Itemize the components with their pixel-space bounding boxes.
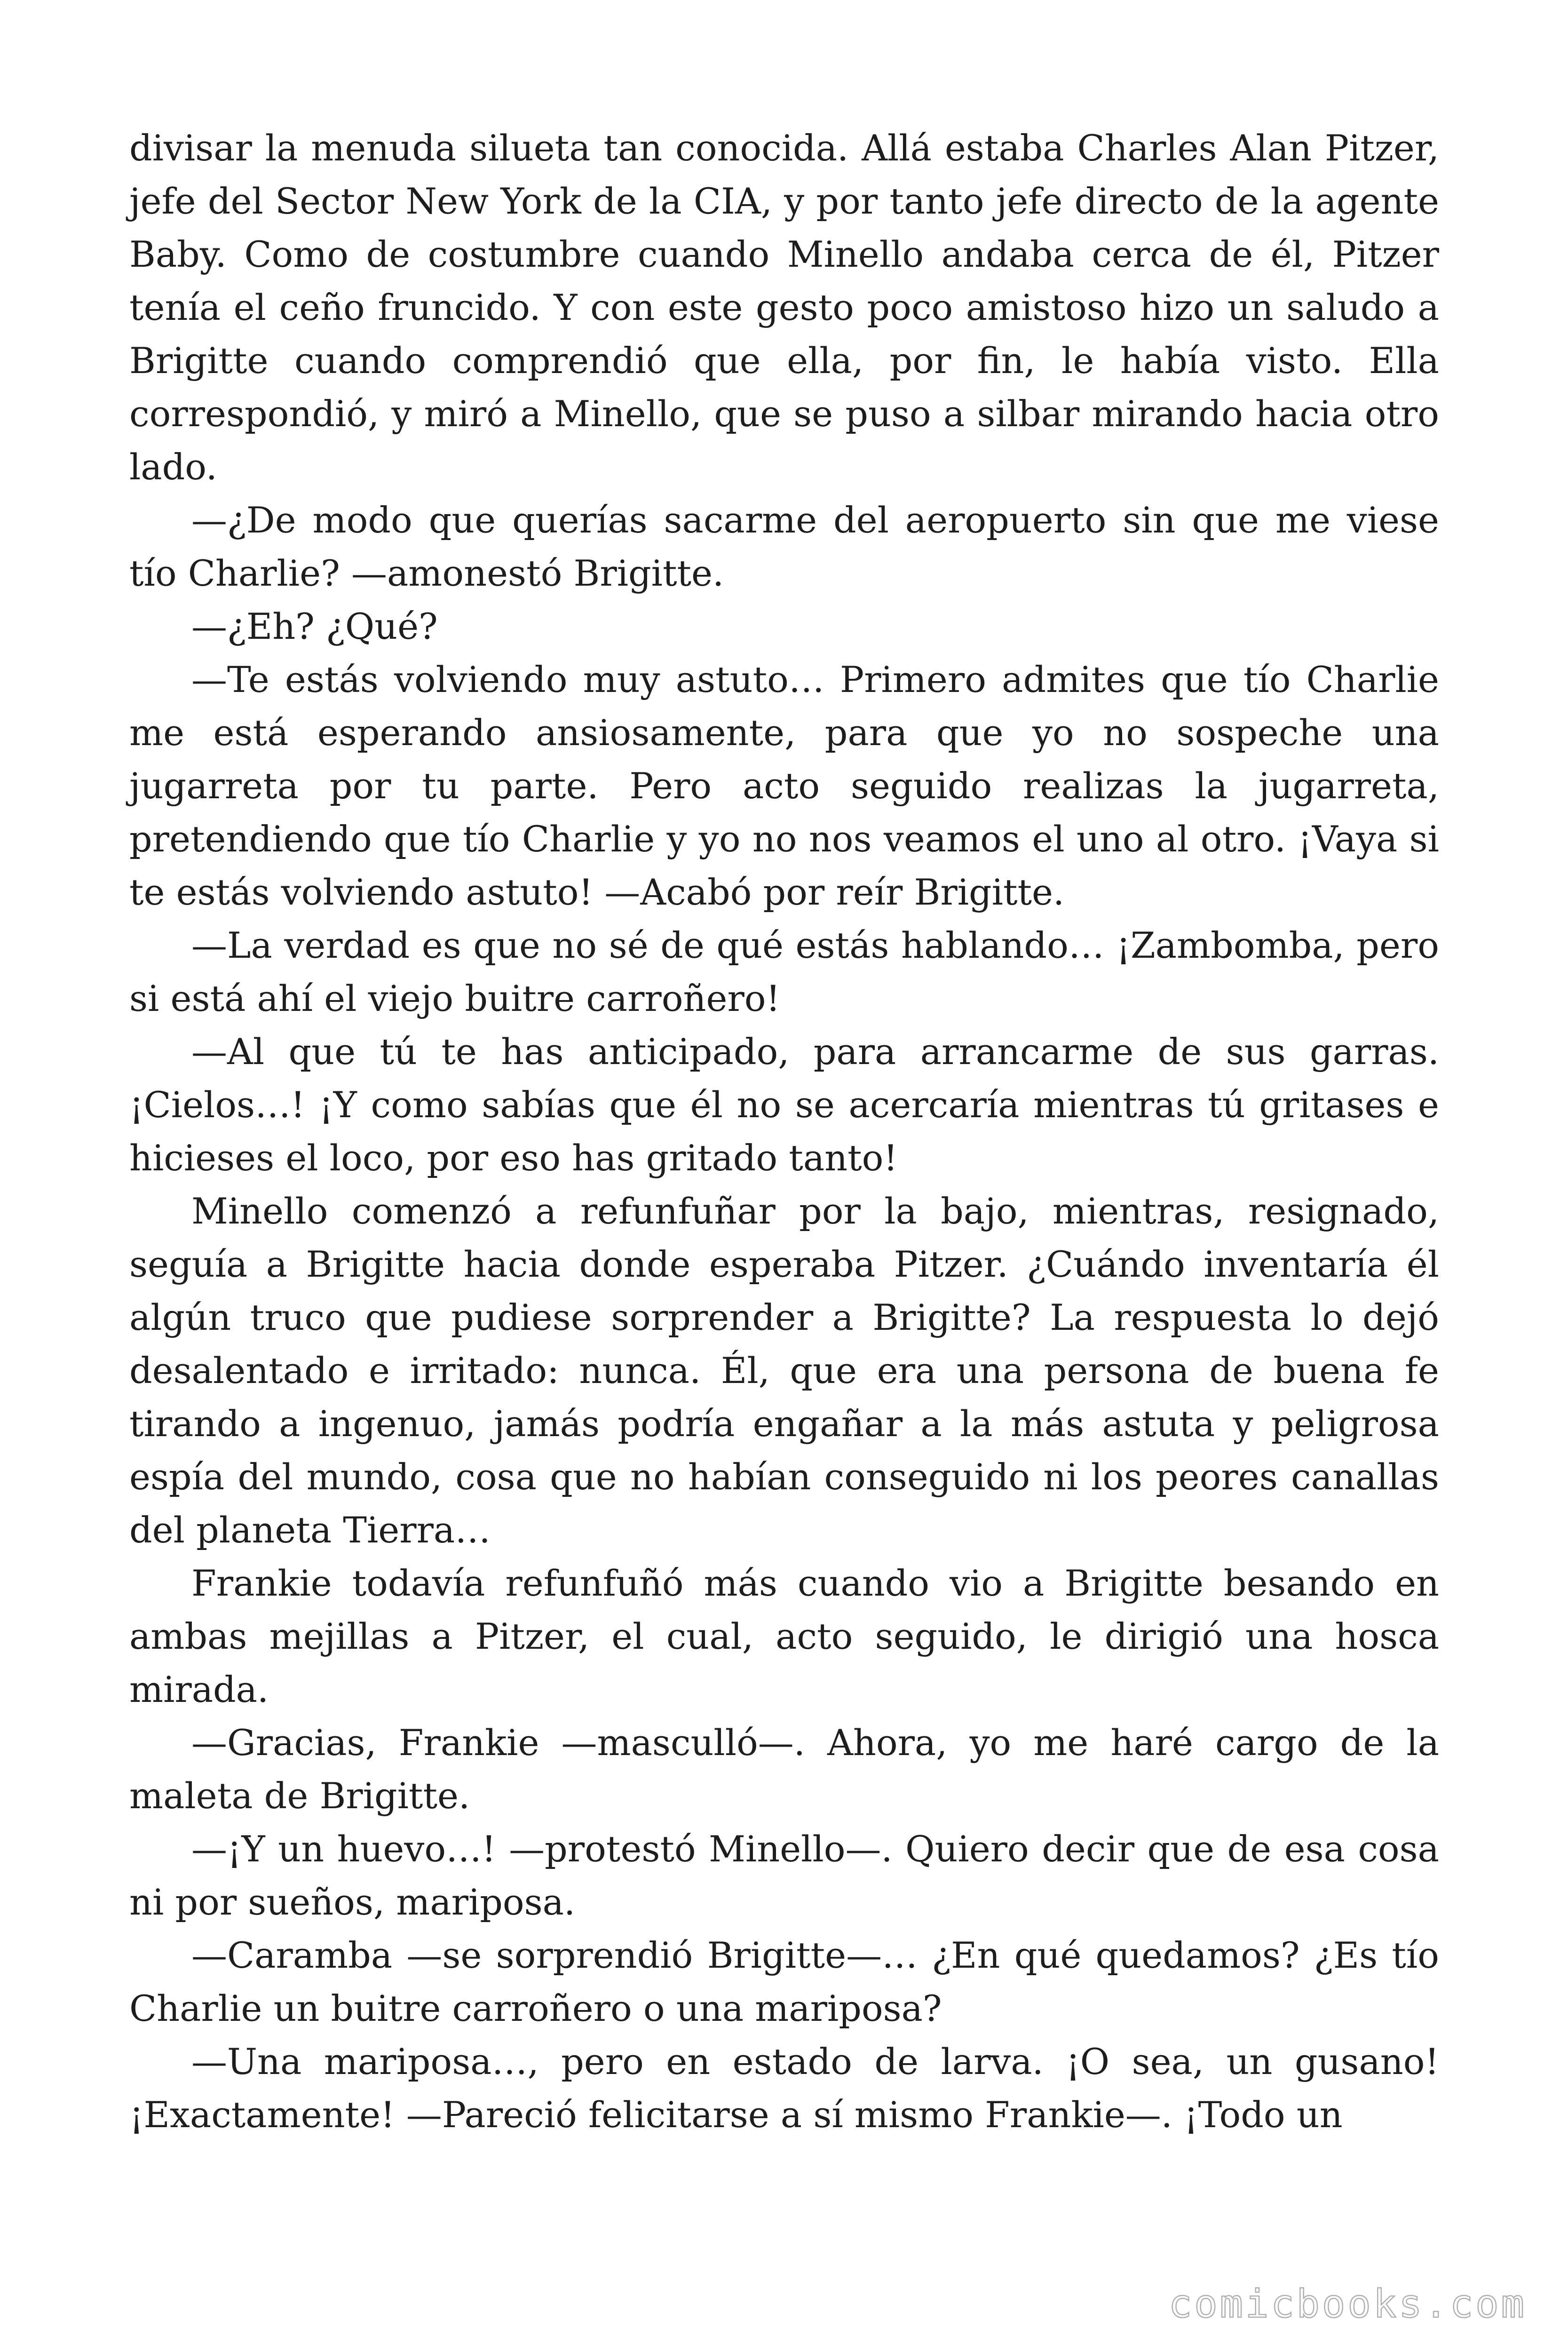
paragraph-2: —¿De modo que querías sacarme del aeropuerto sin que me viese tío Charlie? —amonestó Brigitte.: [129, 499, 1439, 594]
paragraph-6: —Al que tú te has anticipado, para arrancarme de sus garras. ¡Cielos…! ¡Y como sabías que él no se acercaría mientras tú gritases e hicieses el loco, por eso has gritado tanto!: [129, 1031, 1439, 1179]
paragraph-8: Frankie todavía refunfuñó más cuando vio a Brigitte besando en ambas mejillas a Pitzer, el cual, acto seguido, le dirigió una hosca mirada.: [129, 1562, 1439, 1710]
paragraph-5: —La verdad es que no sé de qué estás hablando… ¡Zambomba, pero si está ahí el viejo buitre carroñero!: [129, 924, 1439, 1019]
paragraph-7: Minello comenzó a refunfuñar por la bajo, mientras, resignado, seguía a Brigitte hacia donde esperaba Pitzer. ¿Cuándo inventaría él algún truco que pudiese sorprender a Brigitte? La respuesta lo dejó desalentado e irritado: nunca. Él, que era una persona de buena fe tirando a ingenuo, jamás podría engañar a la más astuta y peligrosa espía del mundo, cosa que no habían conseguido ni los peores canallas del planeta Tierra…: [129, 1190, 1439, 1551]
paragraph-4: —Te estás volviendo muy astuto… Primero admites que tío Charlie me está esperando ansiosamente, para que yo no sospeche una jugarreta por tu parte. Pero acto seguido realizas la jugarreta, pretendiendo que tío Charlie y yo no nos veamos el uno al otro. ¡Vaya si te estás volviendo astuto! —Acabó por reír Brigitte.: [129, 659, 1439, 913]
paragraph-10: —¡Y un huevo…! —protestó Minello—. Quiero decir que de esa cosa ni por sueños, mariposa.: [129, 1828, 1439, 1923]
paragraph-11: —Caramba —se sorprendió Brigitte—… ¿En qué quedamos? ¿Es tío Charlie un buitre carroñero o una mariposa?: [129, 1934, 1439, 2029]
watermark: comicbooks.com: [1168, 2282, 1527, 2327]
paragraph-1: divisar la menuda silueta tan conocida. Allá estaba Charles Alan Pitzer, jefe del Sector New York de la CIA, y por tanto jefe directo de la agente Baby. Como de costumbre cuando Minello andaba cerca de él, Pitzer tenía el ceño fruncido. Y con este gesto poco amistoso hizo un saludo a Brigitte cuando comprendió que ella, por fin, le había visto. Ella correspondió, y miró a Minello, que se puso a silbar mirando hacia otro lado.: [129, 127, 1439, 488]
paragraph-9: —Gracias, Frankie —masculló—. Ahora, yo me haré cargo de la maleta de Brigitte.: [129, 1722, 1439, 1817]
paragraph-12: —Una mariposa…, pero en estado de larva. ¡O sea, un gusano! ¡Exactamente! —Pareció felicitarse a sí mismo Frankie—. ¡Todo un: [129, 2041, 1439, 2136]
paragraph-3: —¿Eh? ¿Qué?: [191, 605, 438, 647]
page-text: [129, 121, 1439, 2141]
